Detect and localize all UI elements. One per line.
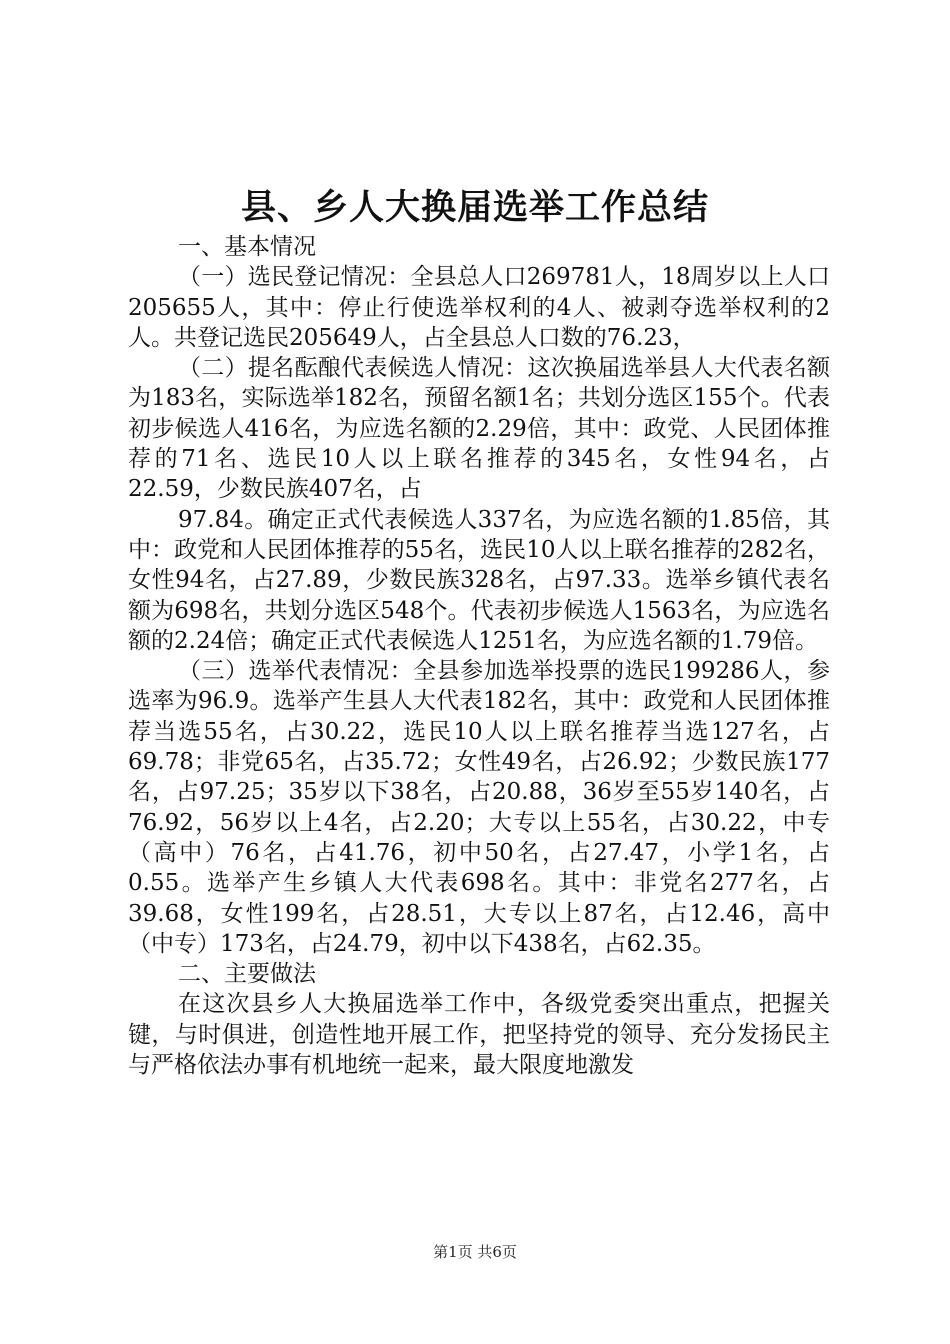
section-heading-basic-situation: 一、基本情况 <box>178 234 316 260</box>
page-number-footer: 第1页 共6页 <box>433 1243 517 1261</box>
paragraph-candidate-confirmation: 97.84。确定正式代表候选人337名，为应选名额的1.85倍，其中：政党和人民团体推荐的55名，选民10人以上联名推荐的282名，女性94名，占27.89，少数民族328名，占97.33。选举乡镇代表名额为698名，共划分选区548个。代表初步候选人1563名，为应选名额的2.24倍；确定正式代表候选人1251名，为应选名额的1.79倍。 <box>128 506 830 654</box>
paragraph-main-practices: 在这次县乡人大换届选举工作中，各级党委突出重点，把握关键，与时俱进，创造性地开展工作，把坚持党的领导、充分发扬民主与严格依法办事有机地统一起来，最大限度地激发 <box>128 991 830 1079</box>
section-heading-main-practices: 二、主要做法 <box>178 961 316 988</box>
paragraph-candidate-nomination: （二）提名酝酿代表候选人情况：这次换届选举县人大代表名额为183名，实际选举182名，预留名额1名；共划分选区155个。代表初步候选人416名，为应选名额的2.29倍，其中：政党、人民团体推荐的71名、选民10人以上联名推荐的345名，女性94名，占22.59，少数民族407名，占 <box>128 355 830 503</box>
document-title: 县、乡人大换届选举工作总结 <box>240 188 709 228</box>
paragraph-election-results: （三）选举代表情况：全县参加选举投票的选民199286人，参选率为96.9。选举产生县人大代表182名，其中：政党和人民团体推荐当选55名，占30.22，选民10人以上联名推荐当选127名，占69.78；非党65名，占35.72；女性49名，占26.92；少数民族177名，占97.25；35岁以下38名，占20.88，36岁至55岁140名，占76.92，56岁以上4名，占2.20；大专以上55名，占30.22，中专（高中）76名，占41.76，初中50名，占27.47，小学1名，占0.55。选举产生乡镇人大代表698名。其中：非党名277名，占39.68，女性199名，占28.51，大专以上87名，占12.46，高中（中专）173名，占24.79，初中以下438名，占62.35。 <box>128 658 830 957</box>
document-body <box>128 232 830 1080</box>
paragraph-voter-registration: （一）选民登记情况：全县总人口269781人，18周岁以上人口205655人，其中：停止行使选举权利的4人、被剥夺选举权利的2人。共登记选民205649人，占全县总人口数的76.23， <box>128 264 830 351</box>
